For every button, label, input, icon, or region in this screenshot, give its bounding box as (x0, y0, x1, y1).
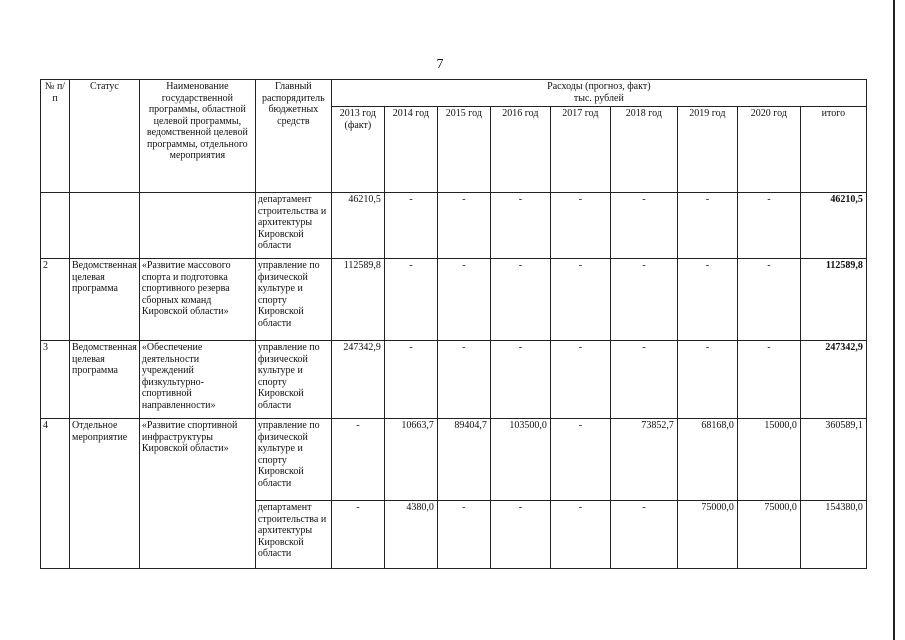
cell-name (139, 193, 255, 259)
cell-status: Отдельное мероприятие (70, 419, 140, 569)
cell-value: - (437, 341, 490, 419)
cell-value: - (331, 501, 384, 569)
cell-value: - (610, 193, 677, 259)
header-manager: Главный распорядитель бюджетных средств (255, 80, 331, 193)
table-row (41, 341, 867, 419)
header-year: 2020 год (737, 107, 800, 193)
cell-status (70, 193, 140, 259)
expenses-title: Расходы (прогноз, факт) (547, 81, 651, 92)
header-year: 2017 год (550, 107, 610, 193)
cell-value: - (437, 501, 490, 569)
cell-value: - (737, 341, 800, 419)
page-number: 7 (436, 57, 444, 72)
expenses-table (40, 79, 867, 569)
header-year: 2019 год (677, 107, 737, 193)
cell-name: «Обеспечение деятельности учреждений физкультурно-спортивной направленности» (139, 341, 255, 419)
header-year: 2018 год (610, 107, 677, 193)
table-row (41, 419, 867, 501)
expenses-unit: тыс. рублей (573, 93, 624, 104)
cell-value: 112589,8 (331, 259, 384, 341)
cell-value: - (677, 259, 737, 341)
cell-total: 46210,5 (800, 193, 866, 259)
cell-value: - (550, 193, 610, 259)
table-row (41, 193, 867, 259)
cell-status: Ведомственная целевая программа (70, 259, 140, 341)
cell-status: Ведомственная целевая программа (70, 341, 140, 419)
cell-value: 68168,0 (677, 419, 737, 501)
cell-value: - (737, 193, 800, 259)
cell-manager: управление по физической культуре и спорту Кировской области (255, 341, 331, 419)
header-total: итого (800, 107, 866, 193)
cell-value: - (677, 341, 737, 419)
header-status: Статус (70, 80, 140, 193)
header-year: 2015 год (437, 107, 490, 193)
cell-value: 15000,0 (737, 419, 800, 501)
cell-value: 73852,7 (610, 419, 677, 501)
cell-value: - (610, 259, 677, 341)
cell-num: 2 (41, 259, 70, 341)
cell-manager: управление по физической культуре и спорту Кировской области (255, 419, 331, 501)
header-year: 2016 год (490, 107, 550, 193)
cell-value: 89404,7 (437, 419, 490, 501)
cell-value: 4380,0 (384, 501, 437, 569)
cell-value: 247342,9 (331, 341, 384, 419)
cell-value: 103500,0 (490, 419, 550, 501)
cell-value: - (437, 193, 490, 259)
page-edge-line (893, 0, 895, 640)
cell-value: - (384, 341, 437, 419)
cell-total: 154380,0 (800, 501, 866, 569)
cell-num (41, 193, 70, 259)
cell-value: 75000,0 (677, 501, 737, 569)
cell-total: 247342,9 (800, 341, 866, 419)
cell-value: - (384, 193, 437, 259)
cell-manager: департамент строительства и архитектуры Кировской области (255, 193, 331, 259)
cell-value: - (550, 341, 610, 419)
cell-total: 360589,1 (800, 419, 866, 501)
cell-num: 4 (41, 419, 70, 569)
cell-value: - (610, 341, 677, 419)
cell-value: - (550, 419, 610, 501)
cell-value: - (677, 193, 737, 259)
cell-name: «Развитие спортивной инфраструктуры Кировской области» (139, 419, 255, 569)
cell-value: 75000,0 (737, 501, 800, 569)
cell-value: - (331, 419, 384, 501)
cell-manager: департамент строительства и архитектуры Кировской области (255, 501, 331, 569)
header-year: 2013 год (факт) (331, 107, 384, 193)
cell-num: 3 (41, 341, 70, 419)
cell-value: - (550, 501, 610, 569)
cell-total: 112589,8 (800, 259, 866, 341)
cell-value: - (490, 259, 550, 341)
header-expenses (331, 80, 866, 107)
cell-value: - (437, 259, 490, 341)
header-name: Наименование государственной программы, областной целевой программы, ведомственной целевой программы, отдельного мероприятия (139, 80, 255, 193)
cell-value: 10663,7 (384, 419, 437, 501)
cell-value: - (737, 259, 800, 341)
header-num: № п/п (41, 80, 70, 193)
table-row (41, 259, 867, 341)
cell-name: «Развитие массового спорта и подготовка спортивного резерва сборных команд Кировской области» (139, 259, 255, 341)
cell-value: - (384, 259, 437, 341)
cell-value: - (550, 259, 610, 341)
cell-value: - (490, 341, 550, 419)
cell-manager: управление по физической культуре и спорту Кировской области (255, 259, 331, 341)
cell-value: - (490, 501, 550, 569)
header-year: 2014 год (384, 107, 437, 193)
cell-value: 46210,5 (331, 193, 384, 259)
cell-value: - (610, 501, 677, 569)
cell-value: - (490, 193, 550, 259)
